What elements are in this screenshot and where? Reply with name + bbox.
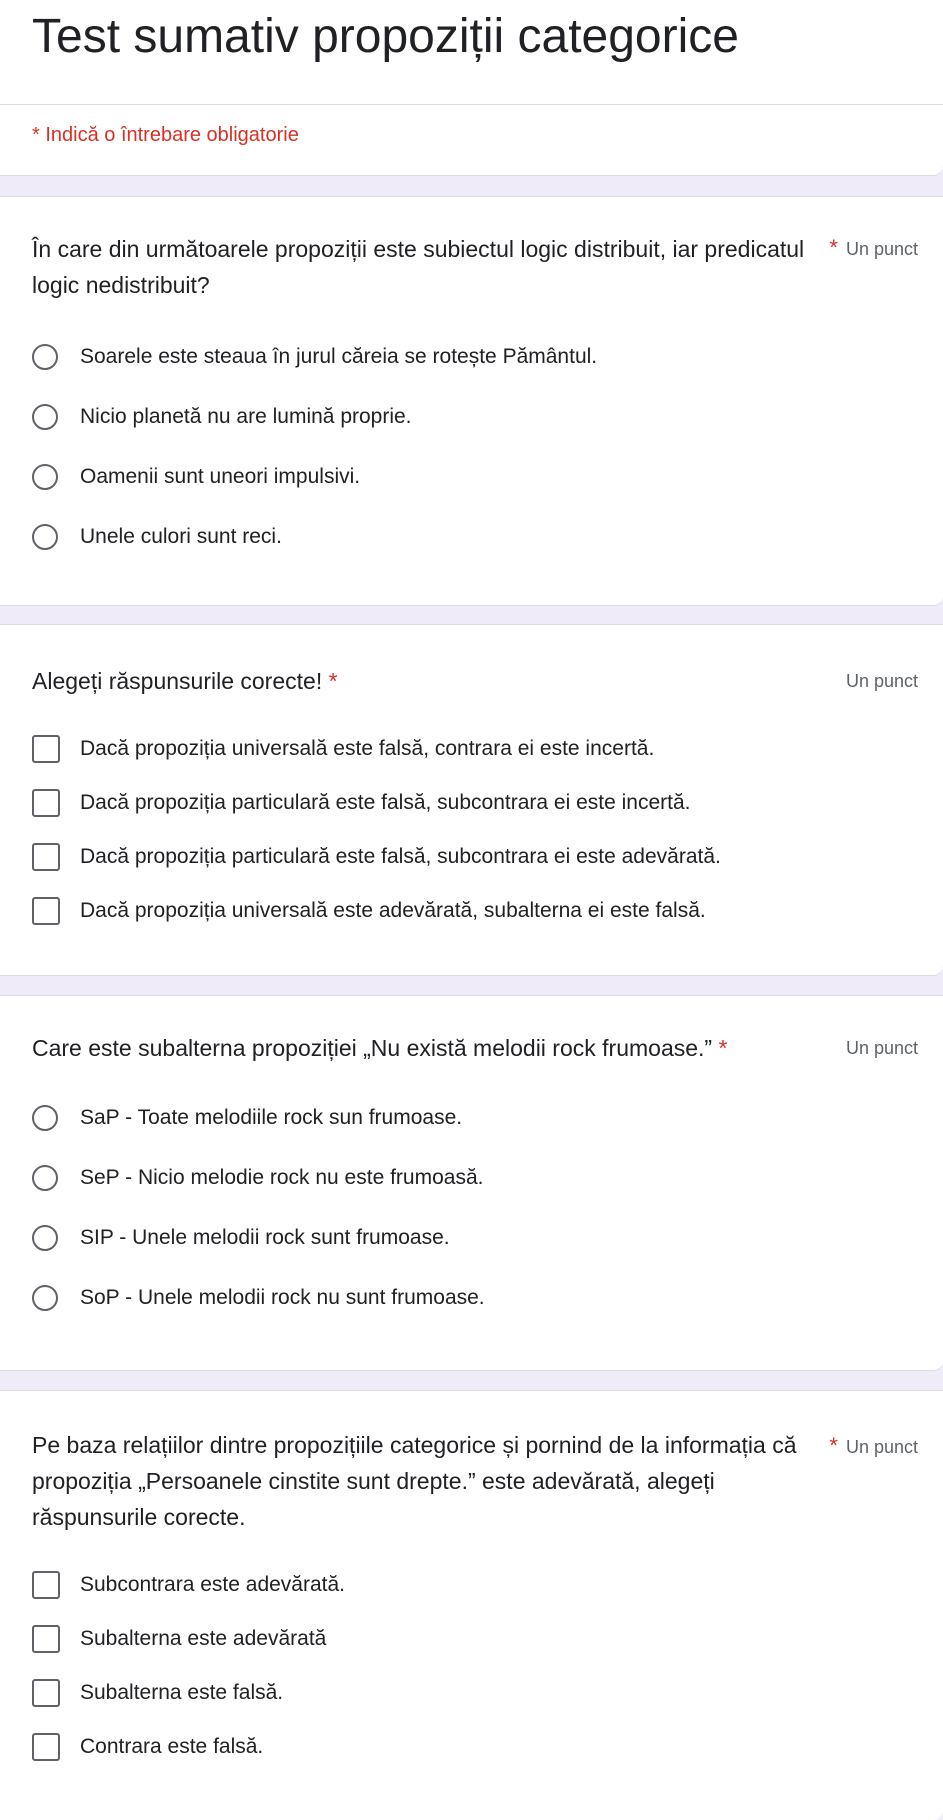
- radio-button[interactable]: [32, 1105, 58, 1131]
- radio-option[interactable]: [32, 344, 597, 370]
- radio-button[interactable]: [32, 404, 58, 430]
- question-title: În care din următoarele propoziții este subiectul logic distribuit, iar predicatul logic nedistribuit?: [32, 236, 805, 298]
- option-label: Dacă propoziția universală este falsă, contrara ei este incertă.: [80, 737, 655, 760]
- checkbox-option[interactable]: [32, 897, 706, 925]
- option-label: SaP - Toate melodiile rock sun frumoase.: [80, 1106, 463, 1129]
- radio-button[interactable]: [32, 344, 58, 370]
- question-card-4: [0, 1390, 943, 1820]
- radio-option[interactable]: [32, 1105, 462, 1131]
- required-star: *: [718, 1035, 728, 1061]
- question-title: [32, 1030, 812, 1066]
- checkbox-option[interactable]: [32, 843, 721, 871]
- question-title: Pe baza relațiilor dintre propozițiile categorice și pornind de la informația că propoziția „Persoanele cinstite sunt drepte.” este adevărată, alegeți răspunsurile corecte.: [32, 1432, 797, 1530]
- checkbox[interactable]: [32, 1571, 60, 1599]
- radio-option[interactable]: [32, 1165, 483, 1191]
- checkbox[interactable]: [32, 1733, 60, 1761]
- option-label: Soarele este steaua în jurul căreia se rotește Pământul.: [80, 345, 598, 368]
- required-note: * Indică o întrebare obligatorie: [32, 124, 299, 146]
- points-text: Un punct: [845, 239, 918, 259]
- question-card-1: [0, 196, 943, 606]
- radio-option[interactable]: [32, 404, 412, 430]
- checkbox[interactable]: [32, 735, 60, 763]
- checkbox-option[interactable]: [32, 1679, 283, 1707]
- form-title: Test sumativ propoziții categorice: [32, 10, 739, 63]
- checkbox[interactable]: [32, 1625, 60, 1653]
- radio-option[interactable]: [32, 1225, 450, 1251]
- checkbox[interactable]: [32, 1679, 60, 1707]
- option-label: Subalterna este adevărată: [80, 1627, 327, 1650]
- option-label: Dacă propoziția universală este adevărată, subalterna ei este falsă.: [80, 899, 706, 922]
- option-label: Subalterna este falsă.: [80, 1681, 284, 1704]
- points-label: Un punct: [845, 671, 918, 691]
- checkbox-option[interactable]: [32, 735, 654, 763]
- option-label: Oamenii sunt uneori impulsivi.: [80, 465, 361, 488]
- points-label: [829, 235, 918, 261]
- option-label: SIP - Unele melodii rock sunt frumoase.: [80, 1226, 450, 1249]
- checkbox-option[interactable]: [32, 789, 691, 817]
- required-star: *: [829, 1433, 838, 1458]
- checkbox[interactable]: [32, 897, 60, 925]
- option-label: Subcontrara este adevărată.: [80, 1573, 346, 1596]
- radio-button[interactable]: [32, 524, 58, 550]
- radio-button[interactable]: [32, 1285, 58, 1311]
- option-label: Contrara este falsă.: [80, 1735, 264, 1758]
- radio-button[interactable]: [32, 1225, 58, 1251]
- points-text: Un punct: [845, 1437, 918, 1457]
- header-divider: [0, 104, 943, 105]
- points-label: Un punct: [845, 1038, 918, 1058]
- checkbox-option[interactable]: [32, 1625, 326, 1653]
- radio-button[interactable]: [32, 1165, 58, 1191]
- checkbox[interactable]: [32, 789, 60, 817]
- option-label: Unele culori sunt reci.: [80, 525, 282, 548]
- radio-option[interactable]: [32, 524, 282, 550]
- question-title-text: Care este subalterna propoziției „Nu există melodii rock frumoase.”: [32, 1035, 713, 1061]
- question-card-3: [0, 995, 943, 1371]
- points-label: [829, 1433, 918, 1459]
- checkbox-option[interactable]: [32, 1733, 263, 1761]
- radio-option[interactable]: [32, 1285, 485, 1311]
- option-label: Dacă propoziția particulară este falsă, subcontrara ei este incertă.: [80, 791, 691, 814]
- question-title: [32, 663, 812, 699]
- form-header-card: [0, 0, 943, 176]
- option-label: SoP - Unele melodii rock nu sunt frumoase.: [80, 1286, 485, 1309]
- option-label: Dacă propoziția particulară este falsă, subcontrara ei este adevărată.: [80, 845, 721, 868]
- checkbox[interactable]: [32, 843, 60, 871]
- question-card-2: [0, 624, 943, 976]
- required-star: *: [829, 235, 838, 260]
- radio-option[interactable]: [32, 464, 360, 490]
- checkbox-option[interactable]: [32, 1571, 345, 1599]
- option-label: Nicio planetă nu are lumină proprie.: [80, 405, 412, 428]
- radio-button[interactable]: [32, 464, 58, 490]
- required-star: *: [328, 668, 338, 694]
- option-label: SeP - Nicio melodie rock nu este frumoasă.: [80, 1166, 484, 1189]
- question-title-text: Alegeți răspunsurile corecte!: [32, 668, 323, 694]
